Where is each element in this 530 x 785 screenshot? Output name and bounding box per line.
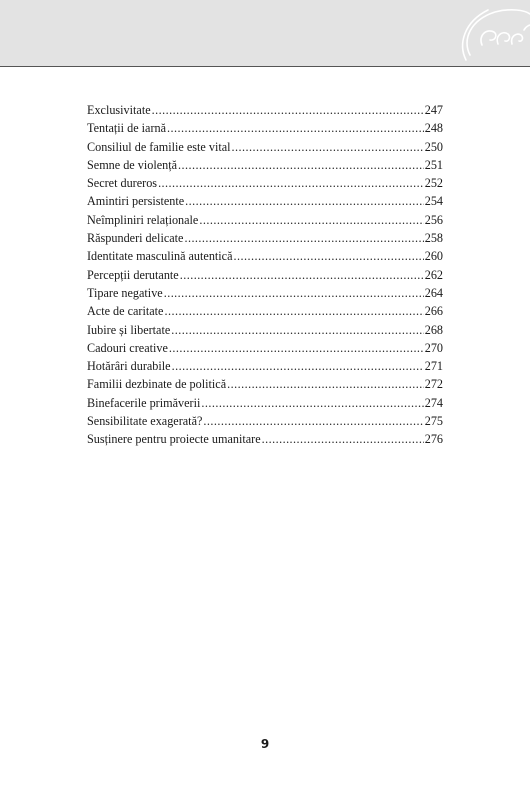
toc-entry-title: Identitate masculină autentică (87, 249, 233, 264)
toc-leader-dots (152, 101, 424, 119)
toc-entry (87, 394, 443, 412)
toc-leader-dots (169, 339, 424, 357)
toc-leader-dots (262, 430, 424, 448)
toc-leader-dots (172, 357, 424, 375)
toc-entry-title: Familii dezbinate de politică (87, 377, 227, 392)
toc-entry-page: 247 (424, 103, 443, 117)
toc-entry-title: Răspunderi delicate (87, 231, 184, 246)
toc-entry (87, 339, 443, 357)
toc-entry (87, 156, 443, 174)
toc-entry (87, 302, 443, 320)
toc-entry-page: 266 (424, 304, 443, 319)
table-of-contents (87, 101, 443, 449)
toc-entry-title: Acte de caritate (87, 304, 164, 319)
toc-entry (87, 174, 443, 192)
toc-entry-title: Secret dureros (87, 176, 158, 191)
toc-entry (87, 119, 443, 137)
toc-entry-title: Neîmpliniri relaționale (87, 212, 199, 227)
swirl-ornament-icon (440, 0, 530, 66)
toc-leader-dots (201, 394, 423, 412)
toc-entry-page: 262 (424, 267, 443, 282)
page-number: 9 (260, 737, 270, 751)
toc-entry-title: Cadouri creative (87, 340, 168, 355)
toc-entry-page: 264 (424, 285, 443, 300)
toc-leader-dots (180, 266, 424, 284)
toc-entry-title: Exclusivitate (87, 103, 151, 117)
toc-entry (87, 357, 443, 375)
toc-leader-dots (185, 192, 424, 210)
toc-entry-page: 276 (424, 432, 443, 447)
toc-entry (87, 211, 443, 229)
toc-entry (87, 284, 443, 302)
toc-entry-page: 260 (424, 249, 443, 264)
toc-entry-title: Iubire și libertate (87, 322, 171, 337)
toc-entry-title: Percepții derutante (87, 267, 179, 282)
toc-entry-page: 270 (424, 340, 443, 355)
toc-entry-page: 252 (424, 176, 443, 191)
toc-entry-page: 274 (424, 395, 443, 410)
toc-entry-title: Tentații de iarnă (87, 121, 167, 136)
toc-entry-title: Consiliul de familie este vital (87, 139, 231, 154)
toc-entry (87, 138, 443, 156)
toc-entry (87, 192, 443, 210)
toc-leader-dots (184, 229, 423, 247)
toc-entry-page: 254 (424, 194, 443, 209)
toc-entry-title: Binefacerile primăverii (87, 395, 201, 410)
toc-leader-dots (178, 156, 424, 174)
toc-entry-page: 275 (424, 414, 443, 429)
toc-entry-page: 256 (424, 212, 443, 227)
toc-entry-page: 251 (424, 157, 443, 172)
toc-leader-dots (227, 375, 424, 393)
toc-entry-page: 250 (424, 139, 443, 154)
toc-leader-dots (164, 302, 423, 320)
toc-entry (87, 430, 443, 448)
toc-entry (87, 266, 443, 284)
toc-leader-dots (203, 412, 423, 430)
toc-entry-title: Amintiri persistente (87, 194, 185, 209)
toc-entry (87, 229, 443, 247)
toc-entry (87, 101, 443, 119)
toc-entry-title: Sensibilitate exagerată? (87, 414, 203, 429)
toc-leader-dots (164, 284, 424, 302)
toc-leader-dots (158, 174, 424, 192)
toc-entry (87, 247, 443, 265)
header-band (0, 0, 530, 67)
toc-entry-page: 268 (424, 322, 443, 337)
toc-leader-dots (167, 119, 424, 137)
toc-entry-page: 272 (424, 377, 443, 392)
toc-entry (87, 321, 443, 339)
toc-entry-title: Tipare negative (87, 285, 163, 300)
toc-leader-dots (234, 247, 424, 265)
toc-entry-title: Semne de violență (87, 157, 178, 172)
toc-entry-page: 258 (424, 231, 443, 246)
toc-leader-dots (171, 321, 423, 339)
toc-entry-page: 248 (424, 121, 443, 136)
toc-entry (87, 412, 443, 430)
toc-leader-dots (199, 211, 423, 229)
toc-entry (87, 375, 443, 393)
toc-leader-dots (232, 138, 424, 156)
toc-entry-title: Hotărâri durabile (87, 359, 171, 374)
toc-entry-title: Susținere pentru proiecte umanitare (87, 432, 261, 447)
toc-entry-page: 271 (424, 359, 443, 374)
